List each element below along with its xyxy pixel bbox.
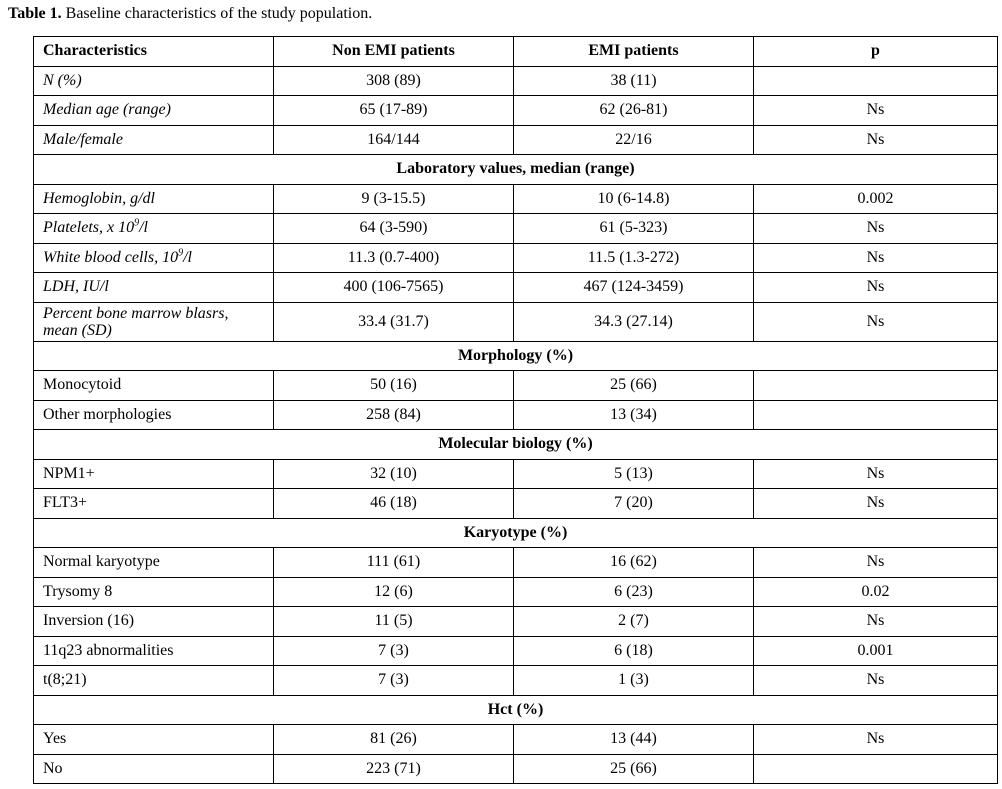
table-row bbox=[34, 636, 998, 666]
cell-emi: 6 (23) bbox=[514, 577, 754, 607]
table-row bbox=[34, 371, 998, 401]
cell-emi: 38 (11) bbox=[514, 66, 754, 96]
row-label-suffix: /l bbox=[139, 219, 148, 237]
cell-p-value: Ns bbox=[754, 96, 998, 126]
row-label: Other morphologies bbox=[34, 400, 274, 430]
cell-p-value: Ns bbox=[754, 607, 998, 637]
table-row bbox=[34, 725, 998, 755]
section-header: Karyotype (%) bbox=[34, 518, 998, 548]
cell-non-emi: 11.3 (0.7-400) bbox=[274, 243, 514, 273]
row-label: Monocytoid bbox=[34, 371, 274, 401]
cell-non-emi: 223 (71) bbox=[274, 754, 514, 784]
row-label: FLT3+ bbox=[34, 489, 274, 519]
cell-p-value: Ns bbox=[754, 243, 998, 273]
cell-emi: 22/16 bbox=[514, 125, 754, 155]
table-row bbox=[34, 302, 998, 341]
table-row bbox=[34, 548, 998, 578]
table-row bbox=[34, 243, 998, 273]
row-label: Male/female bbox=[34, 125, 274, 155]
section-row bbox=[34, 695, 998, 725]
cell-emi: 1 (3) bbox=[514, 666, 754, 696]
cell-p-value: Ns bbox=[754, 302, 998, 341]
cell-emi: 16 (62) bbox=[514, 548, 754, 578]
cell-non-emi: 7 (3) bbox=[274, 636, 514, 666]
cell-p-value: 0.001 bbox=[754, 636, 998, 666]
cell-p-value bbox=[754, 66, 998, 96]
cell-non-emi: 164/144 bbox=[274, 125, 514, 155]
caption-label: Table 1. bbox=[8, 5, 62, 22]
row-label: Median age (range) bbox=[34, 96, 274, 126]
cell-p-value: Ns bbox=[754, 459, 998, 489]
caption-text: Baseline characteristics of the study population. bbox=[61, 5, 373, 22]
cell-non-emi: 400 (106-7565) bbox=[274, 273, 514, 303]
table-row bbox=[34, 184, 998, 214]
section-header: Molecular biology (%) bbox=[34, 430, 998, 460]
section-row bbox=[34, 341, 998, 371]
table-body bbox=[34, 66, 998, 784]
cell-p-value bbox=[754, 400, 998, 430]
cell-emi: 13 (34) bbox=[514, 400, 754, 430]
table-row bbox=[34, 214, 998, 244]
cell-non-emi: 81 (26) bbox=[274, 725, 514, 755]
row-label: Yes bbox=[34, 725, 274, 755]
table-row bbox=[34, 666, 998, 696]
header-emi: EMI patients bbox=[514, 37, 754, 67]
cell-non-emi: 111 (61) bbox=[274, 548, 514, 578]
cell-emi: 5 (13) bbox=[514, 459, 754, 489]
cell-emi: 6 (18) bbox=[514, 636, 754, 666]
table-row bbox=[34, 273, 998, 303]
cell-non-emi: 50 (16) bbox=[274, 371, 514, 401]
cell-non-emi: 7 (3) bbox=[274, 666, 514, 696]
row-label-superscript: 9 bbox=[134, 217, 140, 229]
row-label: Trysomy 8 bbox=[34, 577, 274, 607]
cell-non-emi: 32 (10) bbox=[274, 459, 514, 489]
cell-p-value: Ns bbox=[754, 125, 998, 155]
row-label: No bbox=[34, 754, 274, 784]
table-row bbox=[34, 577, 998, 607]
row-label: Hemoglobin, g/dl bbox=[34, 184, 274, 214]
row-label: t(8;21) bbox=[34, 666, 274, 696]
cell-non-emi: 11 (5) bbox=[274, 607, 514, 637]
cell-emi: 13 (44) bbox=[514, 725, 754, 755]
cell-emi: 62 (26-81) bbox=[514, 96, 754, 126]
table-row bbox=[34, 400, 998, 430]
section-row bbox=[34, 155, 998, 185]
cell-non-emi: 12 (6) bbox=[274, 577, 514, 607]
section-header: Morphology (%) bbox=[34, 341, 998, 371]
cell-emi: 25 (66) bbox=[514, 754, 754, 784]
cell-non-emi: 46 (18) bbox=[274, 489, 514, 519]
row-label: Percent bone marrow blasrs, mean (SD) bbox=[34, 302, 274, 341]
cell-p-value: Ns bbox=[754, 548, 998, 578]
cell-non-emi: 9 (3-15.5) bbox=[274, 184, 514, 214]
cell-p-value: Ns bbox=[754, 214, 998, 244]
row-label bbox=[34, 243, 274, 273]
row-label-suffix: /l bbox=[183, 248, 192, 266]
row-label: Normal karyotype bbox=[34, 548, 274, 578]
table-row bbox=[34, 459, 998, 489]
cell-p-value: 0.002 bbox=[754, 184, 998, 214]
header-p: p bbox=[754, 37, 998, 67]
cell-p-value: Ns bbox=[754, 273, 998, 303]
cell-emi: 7 (20) bbox=[514, 489, 754, 519]
table-row bbox=[34, 125, 998, 155]
row-label-superscript: 9 bbox=[178, 247, 184, 259]
cell-p-value: Ns bbox=[754, 666, 998, 696]
cell-emi: 61 (5-323) bbox=[514, 214, 754, 244]
cell-non-emi: 64 (3-590) bbox=[274, 214, 514, 244]
row-label: NPM1+ bbox=[34, 459, 274, 489]
row-label bbox=[34, 214, 274, 244]
table-row bbox=[34, 754, 998, 784]
row-label-text: Platelets, x 10 bbox=[43, 219, 135, 237]
cell-non-emi: 308 (89) bbox=[274, 66, 514, 96]
cell-p-value: 0.02 bbox=[754, 577, 998, 607]
table-row bbox=[34, 96, 998, 126]
cell-emi: 34.3 (27.14) bbox=[514, 302, 754, 341]
row-label-text: White blood cells, 10 bbox=[43, 248, 179, 266]
row-label: 11q23 abnormalities bbox=[34, 636, 274, 666]
header-non-emi: Non EMI patients bbox=[274, 37, 514, 67]
table-header-row bbox=[34, 37, 998, 67]
table-row bbox=[34, 489, 998, 519]
cell-non-emi: 258 (84) bbox=[274, 400, 514, 430]
cell-p-value bbox=[754, 754, 998, 784]
cell-emi: 467 (124-3459) bbox=[514, 273, 754, 303]
cell-emi: 10 (6-14.8) bbox=[514, 184, 754, 214]
section-row bbox=[34, 518, 998, 548]
row-label: LDH, IU/l bbox=[34, 273, 274, 303]
row-label: Inversion (16) bbox=[34, 607, 274, 637]
table-row bbox=[34, 607, 998, 637]
cell-emi: 2 (7) bbox=[514, 607, 754, 637]
cell-p-value: Ns bbox=[754, 489, 998, 519]
table-caption bbox=[8, 4, 372, 24]
cell-p-value bbox=[754, 371, 998, 401]
section-header: Laboratory values, median (range) bbox=[34, 155, 998, 185]
cell-non-emi: 65 (17-89) bbox=[274, 96, 514, 126]
section-header: Hct (%) bbox=[34, 695, 998, 725]
baseline-characteristics-table bbox=[33, 36, 998, 784]
cell-non-emi: 33.4 (31.7) bbox=[274, 302, 514, 341]
cell-p-value: Ns bbox=[754, 725, 998, 755]
cell-emi: 11.5 (1.3-272) bbox=[514, 243, 754, 273]
section-row bbox=[34, 430, 998, 460]
header-characteristics: Characteristics bbox=[34, 37, 274, 67]
cell-emi: 25 (66) bbox=[514, 371, 754, 401]
table-row bbox=[34, 66, 998, 96]
row-label: N (%) bbox=[34, 66, 274, 96]
